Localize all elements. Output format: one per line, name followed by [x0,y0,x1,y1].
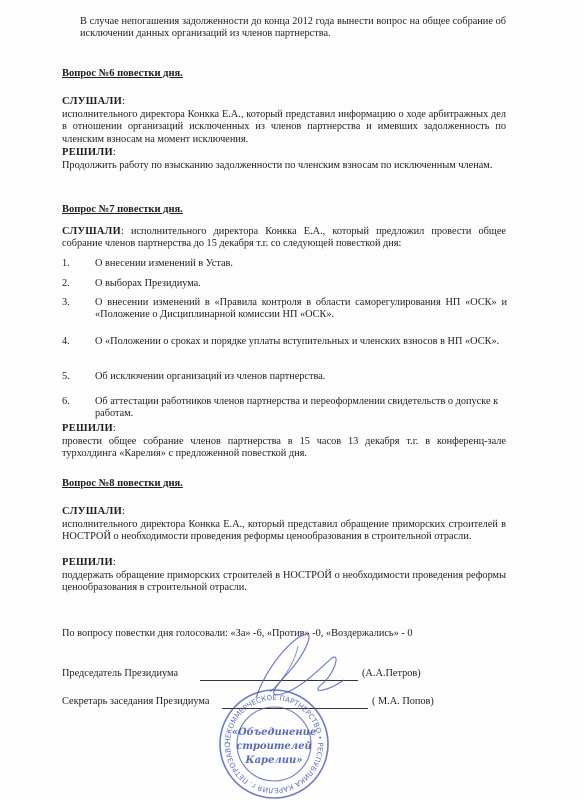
q7-heading: Вопрос №7 повестки дня. [62,204,183,215]
agenda-item-number: 4. [62,336,70,347]
chair-label: Председатель Президиума [62,668,179,679]
agenda-item-text: О «Положении о сроках и порядке уплаты вступительных и членских взносов в НП «ОСК». [95,336,500,347]
q7-heard-label: СЛУШАЛИ [62,226,121,237]
intro-paragraph: В случае непогашения задолженности до конца 2012 года вынести вопрос на общее собрание об исключении данных организаций из членов партнерства. [80,16,506,40]
q7-heard-text: : исполнительного директора Конкка Е.А., который предложил провести общее собрание членов партнерства до 15 декабря т.г. со следующей повесткой дня: [62,226,506,250]
agenda-item-text: О внесении изменений в «Правила контроля в области саморегулирования НП «ОСК» и «Положение о Дисциплинарной комиссии НП «ОСК». [95,297,507,321]
agenda-item-text: Об исключении организаций из членов партнерства. [95,371,326,382]
agenda-item-text: О внесении изменений в Устав. [95,258,233,269]
seal-line3: Карелии» [245,755,303,766]
agenda-item-number: 2. [62,278,70,289]
q8-heading: Вопрос №8 повестки дня. [62,478,183,489]
q6-heard-text: исполнительного директора Конкка Е.А., который представил информацию о ходе арбитражных дел в отношении организаций исключенных из членов партнерства и имевших задолженность по членским взносам на момент исключения. [62,109,506,145]
vote-result: По вопросу повестки дня голосовали: «За» -6, «Против» -0, «Воздержались» - 0 [62,628,413,639]
agenda-item-number: 5. [62,371,70,382]
agenda-item-number: 1. [62,258,70,269]
q6-decided-label: РЕШИЛИ: [62,147,117,158]
agenda-item-text: Об аттестации работников членов партнерства и переоформлении свидетельств о допуске к работам. [95,396,499,420]
q7-heard-paragraph [62,226,506,251]
agenda-item-text: О выборах Президиума. [95,278,201,289]
q6-heard-label: СЛУШАЛИ: [62,96,126,107]
seal-line2: строителей [236,741,312,752]
q7-decided-text: провести общее собрание членов партнерства в 15 часов 13 декабря т.г. в конференц-зале турхолдинга «Карелия» с предложенной повесткой дня. [62,436,506,460]
q7-decided-label: РЕШИЛИ: [62,423,117,434]
secretary-name: ( М.А. Попов) [372,696,434,707]
q8-heard-text: исполнительного директора Конкка Е.А., который представил обращение приморских строителей в НОСТРОЙ о необходимости проведения реформы ценообразования в строительной отрасли. [62,519,506,543]
q8-decided-text: поддержать обращение приморских строителей в НОСТРОЙ о необходимости проведения реформы ценообразования в строительной отрасли. [62,570,506,594]
secretary-label: Секретарь заседания Президиума [62,696,210,707]
chair-name: (А.А.Петров) [362,668,421,679]
q6-decided-text: Продолжить работу по взысканию задолженности по членским взносам по исключенным членам. [62,160,493,171]
seal-ring-text: НЕКОММЕРЧЕСКОЕ ПАРТНЕРСТВО • РЕСПУБЛИКА КАРЕЛИЯ г. ПЕТРОЗАВО [222,692,326,796]
organization-seal [218,688,330,800]
seal-line1: «Объединение [231,727,317,738]
agenda-item-number: 6. [62,396,70,407]
q8-heard-label: СЛУШАЛИ: [62,506,126,517]
agenda-item-number: 3. [62,297,70,308]
q6-heading: Вопрос №6 повестки дня. [62,68,183,79]
q8-decided-label: РЕШИЛИ: [62,557,117,568]
seal-graphic [218,688,330,800]
